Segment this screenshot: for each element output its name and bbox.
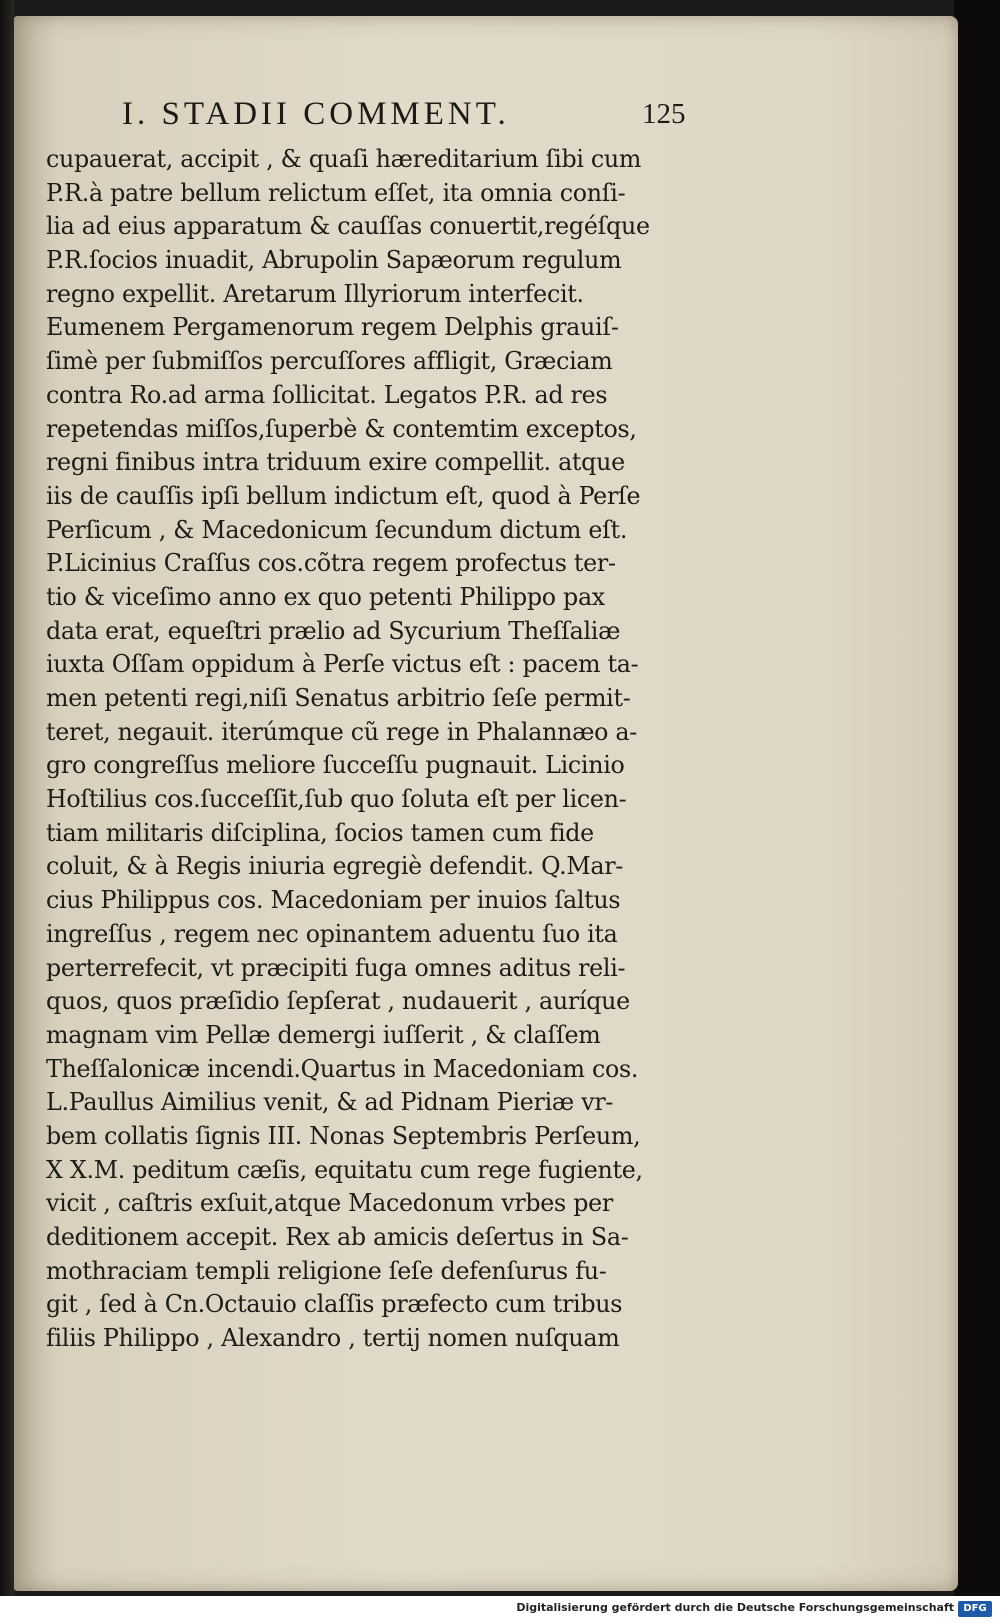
text-line: bem collatis ſignis III. Nonas Septembris Perſeum,	[46, 1120, 641, 1150]
text-line: tiam militaris diſciplina, ſocios tamen cum fide	[46, 817, 594, 847]
text-line: mothraciam templi religione ſeſe defenſurus fu-	[46, 1255, 607, 1285]
running-head	[106, 92, 706, 142]
text-line: Perſicum , & Macedonicum ſecundum dictum eſt.	[46, 514, 628, 544]
text-line: Hoſtilius cos.ſucceſſit,ſub quo ſoluta eſt per licen-	[46, 784, 627, 814]
text-line: data erat, equeſtri prælio ad Sycurium Theſſaliæ	[46, 615, 621, 645]
book-page	[14, 16, 958, 1591]
text-line: git , ſed à Cn.Octauio claſſis præfecto cum tribus	[46, 1289, 623, 1319]
text-line: vicit , caſtris exſuit,atque Macedonum vrbes per	[46, 1188, 613, 1218]
text-line: Eumenem Pergamenorum regem Delphis grauiſ-	[46, 312, 619, 342]
text-line: men petenti regi,niſi Senatus arbitrio ſeſe permit-	[46, 683, 631, 712]
text-line: filiis Philippo , Alexandro , tertij nomen nuſquam	[46, 1323, 620, 1353]
text-line: ſimè per ſubmiſſos percuſſores affligit, Græciam	[46, 346, 613, 376]
text-line: contra Ro.ad arma ſollicitat. Legatos P.R. ad res	[46, 379, 608, 409]
text-line: lia ad eius apparatum & cauſſas conuertit,regéſque	[46, 211, 650, 241]
text-line: P.R.à patre bellum relictum eſſet, ita omnia conſi-	[46, 177, 626, 207]
text-line: iis de cauſſis ipſi bellum indictum eſt, quod à Perſe	[46, 480, 641, 510]
text-line: iuxta Oſſam oppidum à Perſe victus eſt : pacem ta-	[46, 649, 639, 679]
text-line: deditionem accepit. Rex ab amicis deſertus in Sa-	[46, 1222, 629, 1251]
text-line: regni finibus intra triduum exire compellit. atque	[46, 447, 625, 477]
text-line: teret, negauit. iterúmque cũ rege in Phalannæo a-	[46, 716, 637, 746]
text-line: repetendas miſſos,ſuperbè & contemtim exceptos,	[46, 413, 637, 443]
body-text	[46, 142, 696, 1355]
digitization-footer	[0, 1596, 1000, 1623]
text-line: P.Licinius Craſſus cos.cõtra regem profectus ter-	[46, 548, 616, 578]
text-line: coluit, & à Regis iniuria egregiè defendit. Q.Mar-	[46, 851, 624, 881]
dfg-logo: DFG	[958, 1601, 992, 1617]
text-line: X X.M. peditum cæſis, equitatu cum rege fugiente,	[46, 1154, 643, 1184]
text-line: magnam vim Pellæ demergi iuſſerit , & claſſem	[46, 1019, 601, 1049]
text-line: Theſſalonicæ incendi.Quartus in Macedoniam cos.	[46, 1053, 639, 1083]
text-line: quos, quos præſidio ſepſerat , nudauerit , auríque	[46, 986, 630, 1016]
page-number: 125	[642, 98, 686, 130]
text-line: perterrefecit, vt præcipiti fuga omnes aditus reli-	[46, 952, 626, 982]
text-line: gro congreſſus meliore ſucceſſu pugnauit. Licinio	[46, 750, 625, 780]
text-line: cius Philippus cos. Macedoniam per inuios ſaltus	[46, 885, 621, 915]
book-binding-edge	[0, 0, 14, 1600]
text-line: P.R.ſocios inuadit, Abrupolin Sapæorum regulum	[46, 245, 622, 275]
scan-background-edge	[954, 0, 1000, 1596]
text-line: cupauerat, accipit , & quaſi hæreditarium ſibi cum	[46, 144, 642, 173]
text-line: L.Paullus Aimilius venit, & ad Pidnam Pieriæ vr-	[46, 1087, 614, 1117]
text-line: ingreſſus , regem nec opinantem aduentu ſuo ita	[46, 918, 618, 948]
text-line: regno expellit. Aretarum Illyriorum interfecit.	[46, 278, 584, 308]
footer-credit: Digitalisierung gefördert durch die Deutsche Forschungsgemeinschaft	[516, 1601, 954, 1614]
running-head-title: I. STADII COMMENT.	[122, 96, 510, 132]
text-line: tio & viceſimo anno ex quo petenti Philippo pax	[46, 581, 605, 611]
